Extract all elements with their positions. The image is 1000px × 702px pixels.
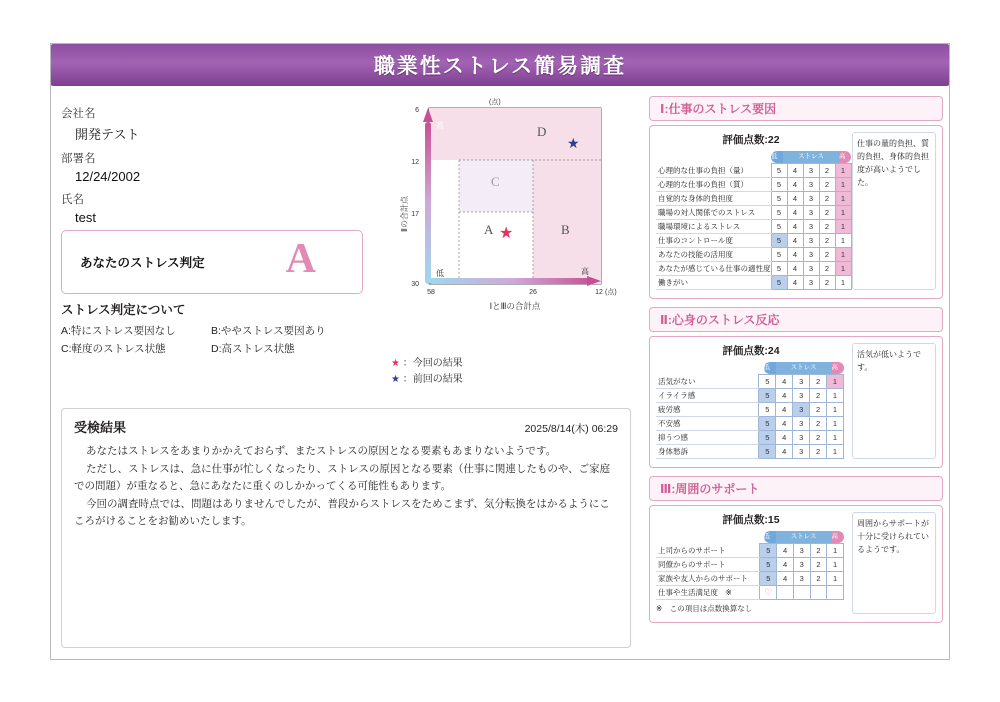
row-label: 家族や友人からのサポート	[656, 572, 760, 586]
section-table-wrap	[656, 512, 846, 614]
report-title-bar	[51, 44, 949, 86]
row-label: あなたが感じている仕事の適性度	[656, 262, 771, 276]
chart-svg	[381, 94, 631, 354]
judgement-grade: A	[285, 236, 316, 282]
judgement-legend-item-a: A:特にストレス要因なし	[61, 325, 176, 337]
scale-high: 高	[839, 151, 851, 163]
svg-text:(点): (点)	[489, 99, 501, 106]
results-heading: 受検結果	[74, 420, 127, 435]
current-result-star-icon: ★	[391, 358, 400, 369]
results-paragraph: 今回の調査時点では、問題はありませんでしたが、普段からストレスをためこまず、気分転換をはかるようにこころがけることをお勧めいたします。	[74, 498, 610, 527]
scale-bar	[764, 362, 844, 374]
table-row: 疲労感 5 4 3 2 1	[656, 403, 844, 417]
score-table	[656, 150, 852, 290]
score-table	[656, 530, 844, 600]
svg-text:30: 30	[411, 281, 419, 288]
section-title-bar	[649, 307, 943, 332]
scale-low: 低	[771, 151, 783, 163]
svg-text:58: 58	[427, 289, 435, 296]
results-paragraph: あなたはストレスをあまりかかえておらず、またストレスの原因となる要素もあまりないようです。	[86, 445, 557, 457]
scale-mid: ストレス	[776, 362, 832, 374]
table-row: イライラ感 5 4 3 2 1	[656, 389, 844, 403]
section-stress-reactions	[649, 307, 943, 468]
right-column	[649, 96, 943, 631]
row-label: 仕事のコントロール度	[656, 234, 771, 248]
svg-text:B: B	[561, 222, 570, 237]
heart-icon: ♡	[760, 586, 777, 600]
row-label: 自覚的な身体的負担度	[656, 192, 771, 206]
judgement-legend-item-c: C:軽度のストレス状態	[61, 343, 166, 355]
svg-text:A: A	[484, 222, 494, 237]
table-row: 家族や友人からのサポート 5 4 3 2 1	[656, 572, 844, 586]
row-label: 仕事や生活満足度 ※	[656, 586, 760, 600]
section-title-bar	[649, 96, 943, 121]
table-row: 同僚からのサポート 5 4 3 2 1	[656, 558, 844, 572]
judgement-legend-row	[61, 341, 391, 356]
svg-text:17: 17	[411, 211, 419, 218]
row-label: 不安感	[656, 417, 759, 431]
section-comment: 活気が低いようです。	[852, 343, 936, 459]
judgement-legend-item-b: B:ややストレス要因あり	[211, 325, 326, 337]
section-social-support	[649, 476, 943, 623]
section-body	[649, 505, 943, 623]
previous-result-star-icon: ★	[391, 374, 400, 385]
scale-mid: ストレス	[783, 151, 839, 163]
department-label: 部署名	[61, 153, 96, 165]
table-row: 不安感 5 4 3 2 1	[656, 417, 844, 431]
stress-quadrant-chart	[381, 94, 631, 354]
table-row: 仕事のコントロール度 5 4 3 2 1	[656, 234, 851, 248]
svg-text:6: 6	[415, 107, 419, 114]
row-label: 職場の対人関係でのストレス	[656, 206, 771, 220]
section-table-wrap	[656, 132, 846, 290]
svg-text:Ⅱの合計点: Ⅱの合計点	[400, 196, 409, 232]
judgement-label: あなたのストレス判定	[80, 256, 205, 270]
score-table	[656, 361, 844, 459]
row-label: 心理的な仕事の負担（量）	[656, 164, 771, 178]
svg-text:高: 高	[436, 121, 444, 130]
chart-legend	[391, 356, 463, 388]
results-timestamp: 2025/8/14(木) 06:29	[524, 423, 618, 435]
svg-text:12: 12	[411, 159, 419, 166]
scale-high: 高	[832, 362, 844, 374]
row-label: 身体愁訴	[656, 445, 759, 459]
table-row: 職場の対人関係でのストレス 5 4 3 2 1	[656, 206, 851, 220]
section-table-wrap	[656, 343, 846, 459]
row-label: 上司からのサポート	[656, 544, 760, 558]
svg-text:★: ★	[567, 135, 580, 151]
respondent-info	[61, 98, 351, 225]
scale-bar	[771, 151, 851, 163]
department-value: 12/24/2002	[75, 169, 141, 184]
table-row	[656, 586, 844, 600]
left-column	[51, 88, 641, 660]
section-body	[649, 125, 943, 299]
section-comment: 仕事の量的負担、質的負担、身体的負担度が高いようでした。	[852, 132, 936, 290]
svg-text:★: ★	[499, 225, 514, 242]
table-row: あなたの技能の活用度 5 4 3 2 1	[656, 248, 851, 262]
row-label: 疲労感	[656, 403, 759, 417]
section-title: Ⅰ:仕事のストレス要因	[660, 102, 777, 116]
table-row: あなたが感じている仕事の適性度 5 4 3 2 1	[656, 262, 851, 276]
svg-text:26: 26	[529, 289, 537, 296]
judgement-legend-heading: ストレス判定について	[61, 303, 186, 317]
svg-text:C: C	[491, 174, 500, 189]
scale-high: 高	[832, 531, 844, 543]
company-value: 開発テスト	[75, 127, 140, 142]
scale-mid: ストレス	[776, 531, 832, 543]
stress-judgement-box	[61, 230, 363, 294]
section-comment: 周囲からサポートが十分に受けられているようです。	[852, 512, 936, 614]
section-score: 評価点数:15	[722, 514, 780, 526]
section-score: 評価点数:22	[722, 134, 780, 146]
judgement-legend	[61, 300, 391, 356]
results-body	[74, 443, 620, 531]
scale-bar	[764, 531, 844, 543]
table-row: 心理的な仕事の負担（量） 5 4 3 2 1	[656, 164, 851, 178]
svg-text:ⅠとⅢの合計点: ⅠとⅢの合計点	[489, 301, 541, 311]
table-row: 自覚的な身体的負担度 5 4 3 2 1	[656, 192, 851, 206]
table-row: 身体愁訴 5 4 3 2 1	[656, 445, 844, 459]
row-label: 活気がない	[656, 375, 759, 389]
row-label: あなたの技能の活用度	[656, 248, 771, 262]
table-row: 職場環境によるストレス 5 4 3 2 1	[656, 220, 851, 234]
svg-text:12: 12	[595, 289, 603, 296]
svg-text:低: 低	[436, 269, 444, 278]
table-row: 上司からのサポート 5 4 3 2 1	[656, 544, 844, 558]
company-label: 会社名	[61, 108, 96, 120]
section-title: Ⅲ:周囲のサポート	[660, 482, 760, 496]
scale-low: 低	[764, 531, 776, 543]
row-label: 同僚からのサポート	[656, 558, 760, 572]
name-label: 氏名	[61, 194, 84, 206]
table-row: 働きがい 5 4 3 2 1	[656, 276, 851, 290]
page-title: 職業性ストレス簡易調査	[373, 55, 627, 78]
row-label: イライラ感	[656, 389, 759, 403]
row-label: 職場環境によるストレス	[656, 220, 771, 234]
section-title-bar	[649, 476, 943, 501]
table-row: 心理的な仕事の負担（質） 5 4 3 2 1	[656, 178, 851, 192]
name-value: test	[75, 210, 96, 225]
report-page	[50, 43, 950, 660]
judgement-legend-row	[61, 323, 391, 338]
row-label: 抑うつ感	[656, 431, 759, 445]
results-paragraph: ただし、ストレスは、急に仕事が忙しくなったり、ストレスの原因となる要素（仕事に関連したものや、ご家庭での問題）が重なると、急にあなたに重くのしかかってくる可能性もあります。	[74, 463, 611, 492]
section-stress-factors	[649, 96, 943, 299]
scale-low: 低	[764, 362, 776, 374]
svg-text:高: 高	[581, 267, 589, 276]
section-body	[649, 336, 943, 468]
section-title: Ⅱ:心身のストレス反応	[660, 313, 780, 327]
section-footnote: ※ この項目は点数換算なし	[656, 604, 753, 613]
row-label: 心理的な仕事の負担（質）	[656, 178, 771, 192]
section-score: 評価点数:24	[722, 345, 780, 357]
judgement-legend-item-d: D:高ストレス状態	[211, 343, 295, 355]
results-panel	[61, 408, 631, 648]
current-result-text: ：今回の結果	[402, 358, 463, 369]
svg-text:D: D	[537, 124, 547, 139]
svg-text:(点): (点)	[605, 289, 617, 296]
table-row: 活気がない 5 4 3 2 1	[656, 375, 844, 389]
previous-result-text: ：前回の結果	[402, 374, 463, 385]
row-label: 働きがい	[656, 276, 771, 290]
table-row: 抑うつ感 5 4 3 2 1	[656, 431, 844, 445]
